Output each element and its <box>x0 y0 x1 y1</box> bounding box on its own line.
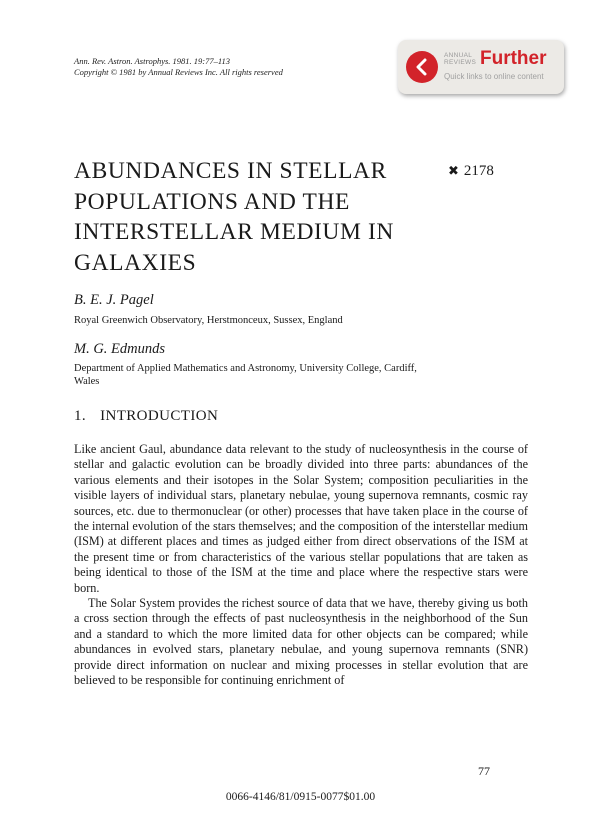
badge-brand-top: ANNUAL REVIEWS <box>444 52 477 66</box>
cross-mark-icon: ✖ <box>448 164 459 179</box>
paper-title: ABUNDANCES IN STELLAR POPULATIONS AND THE INTERSTELLAR MEDIUM IN GALAXIES <box>74 158 394 276</box>
back-arrow-icon <box>406 51 438 83</box>
journal-copyright: Copyright © 1981 by Annual Reviews Inc. All rights reserved <box>74 67 283 77</box>
author-affiliation: Royal Greenwich Observatory, Herstmonceux, Sussex, England <box>74 315 343 326</box>
author-name: B. E. J. Pagel <box>74 292 154 308</box>
journal-header <box>74 56 283 78</box>
catalog-number: 2178 <box>463 163 494 179</box>
section-number: 1. <box>74 408 87 424</box>
catalog-mark <box>448 163 494 180</box>
section-heading <box>74 408 232 425</box>
section-title: INTRODUCTION <box>100 408 219 424</box>
paragraph: The Solar System provides the richest source of data that we have, thereby giving us both a cross section through the effects of past nucleosynthesis in the neighborhood of the Sun and a standard to which the more limited data for other objects can be compared; while abundances in evolved stars, planetary nebulae, and young supernova remnants (SNR) provide direct information on nuclear and mixing processes in stellar evolution that are believed to be responsible for continuing enrichment of <box>74 596 528 688</box>
body-text <box>74 442 528 689</box>
page-number: 77 <box>478 764 490 778</box>
paragraph: Like ancient Gaul, abundance data relevant to the study of nucleosynthesis in the course of stellar and galactic evolution can be broadly divided into three parts: abundances of the various elements and their isotopes in the Solar System; composition peculiarities in the visible layers of individual stars, planetary nebulae, young supernova remnants, cosmic ray sources, etc. due to thermonuclear (or other) processes that have taken place in the course of the internal evolution of the stars themselves; and the composition of the interstellar medium (ISM) at different places and times as judged either from direct observations of the ISM at the present time or from characteristics of the various stellar populations that are taken as being identical to those of the ISM at the time and place where the respective stars were born. <box>74 442 528 595</box>
document-code: 0066-4146/81/0915-0077$01.00 <box>225 791 376 803</box>
author-affiliation: Department of Applied Mathematics and Astronomy, University College, Cardiff, Wales <box>74 363 417 387</box>
further-badge-link[interactable] <box>398 40 564 94</box>
author-name: M. G. Edmunds <box>74 341 166 357</box>
badge-tagline: Quick links to online content <box>444 72 544 81</box>
badge-brand-main: Further <box>480 48 547 69</box>
journal-citation: Ann. Rev. Astron. Astrophys. 1981. 19:77–113 <box>74 56 230 66</box>
